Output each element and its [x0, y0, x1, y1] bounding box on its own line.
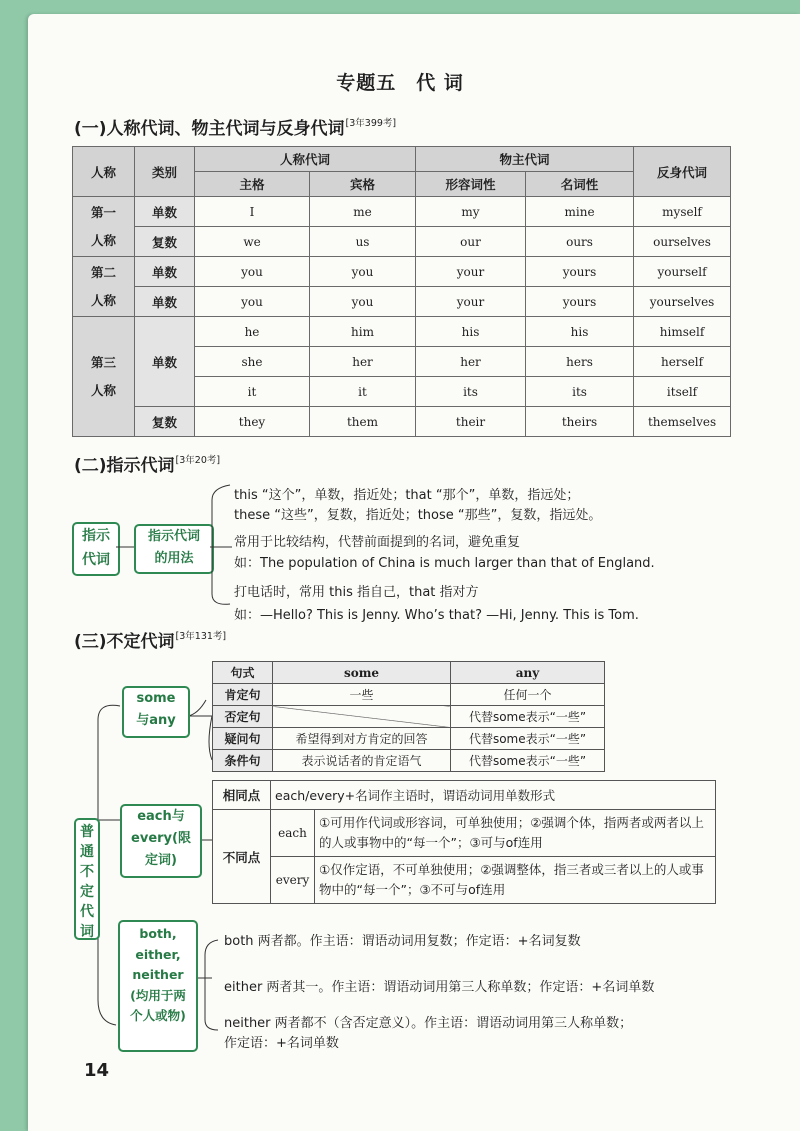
- table-row: [213, 857, 716, 904]
- table-row: 复数 we us our ours ourselves: [73, 227, 731, 257]
- header-reflexive: 反身代词: [634, 147, 731, 197]
- category-cell: 单数: [135, 317, 195, 407]
- section-heading-personal: (一)人称代词、物主代词与反身代词[3年399考]: [74, 118, 397, 139]
- table-row: 第三人称 单数 he him his his himself: [73, 317, 731, 347]
- demonstrative-line-5: 打电话时，常用 this 指自己，that 指对方: [234, 585, 479, 600]
- category-cell: 复数: [135, 227, 195, 257]
- table-row: [213, 810, 716, 857]
- table-row: 疑问句 希望得到对方肯定的回答 代替some表示“一些”: [213, 728, 605, 750]
- header-some: some: [273, 662, 451, 684]
- both-either-box: both, either, neither (均用于两个人或物): [118, 920, 198, 1052]
- demonstrative-line-3: 常用于比较结构，代替前面提到的名词，避免重复: [234, 535, 521, 550]
- table-row: 否定句 代替some表示“一些”: [213, 706, 605, 728]
- category-cell: 单数: [135, 287, 195, 317]
- some-any-box: some与any: [122, 686, 190, 738]
- header-person: 人称: [73, 147, 135, 197]
- section-heading-indefinite: (三)不定代词[3年131考]: [74, 631, 227, 652]
- same-label: 相同点: [213, 781, 271, 810]
- header-personal: 人称代词: [195, 147, 416, 172]
- category-cell: 复数: [135, 407, 195, 437]
- table-row: 复数 they them their theirs themselves: [73, 407, 731, 437]
- each-every-table: [212, 780, 716, 904]
- header-any: any: [451, 662, 605, 684]
- header-category: 类别: [135, 147, 195, 197]
- neither-line-2: 作定语：+名词单数: [224, 1036, 339, 1051]
- neither-line-1: neither 两者都不（含否定意义）。作主语：谓语动词用第三人称单数；: [224, 1016, 633, 1031]
- indefinite-branches: [98, 705, 120, 1025]
- person-second: 第二人称: [73, 257, 135, 317]
- table-row: 肯定句 一些 任何一个: [213, 684, 605, 706]
- table-row: she her her hers herself: [73, 347, 731, 377]
- every-text: ①仅作定语，不可单独使用；②强调整体，指三者或三者以上的人或事物中的“每一个”；③不可与of连用: [315, 857, 716, 904]
- person-first: 第一人称: [73, 197, 135, 257]
- some-any-table: [212, 661, 605, 772]
- demonstrative-root-box: 指示代词: [72, 522, 120, 576]
- each-text: ①可用作代词或形容词，可单独使用；②强调个体，指两者或两者以上的人或事物中的“每一个”；③可与of连用: [315, 810, 716, 857]
- same-text: each/every+名词作主语时，谓语动词用单数形式: [271, 781, 716, 810]
- table-row: 单数 you you your yours yourselves: [73, 287, 731, 317]
- page-title: 专题五 代 词: [336, 72, 464, 94]
- each-every-box: each与every(限定词): [120, 804, 202, 878]
- header-object: 宾格: [310, 172, 416, 197]
- demonstrative-brace: [212, 485, 230, 604]
- either-line: either 两者其一。作主语：谓语动词用第三人称单数；作定语：+名词单数: [224, 980, 655, 995]
- header-sentence-type: 句式: [213, 662, 273, 684]
- table-row: it it its its itself: [73, 377, 731, 407]
- demonstrative-line-1: this “这个”，单数，指近处；that “那个”，单数，指远处；: [234, 488, 580, 503]
- category-cell: 单数: [135, 197, 195, 227]
- demonstrative-line-2: these “这些”，复数，指近处；those “那些”，复数，指远处。: [234, 508, 602, 523]
- demonstrative-line-6: 如：—Hello? This is Jenny. Who’s that? —Hi, Jenny. This is Tom.: [234, 608, 639, 623]
- table-row: 条件句 表示说话者的肯定语气 代替some表示“一些”: [213, 750, 605, 772]
- diff-label: 不同点: [213, 810, 271, 904]
- category-cell: 单数: [135, 257, 195, 287]
- person-third: 第三人称: [73, 317, 135, 437]
- every-label: every: [271, 857, 315, 904]
- table-row: [213, 781, 716, 810]
- indefinite-root-box: 普通不定代词: [74, 818, 100, 940]
- header-noun: 名词性: [526, 172, 634, 197]
- table-row: 第一人称 单数 I me my mine myself: [73, 197, 731, 227]
- header-subject: 主格: [195, 172, 310, 197]
- both-line: both 两者都。作主语：谓语动词用复数；作定语：+名词复数: [224, 934, 581, 949]
- demonstrative-usage-box: 指示代词的用法: [134, 524, 214, 574]
- page-number: 14: [84, 1060, 110, 1081]
- header-possessive: 物主代词: [416, 147, 634, 172]
- each-label: each: [271, 810, 315, 857]
- table-row: 第二人称 单数 you you your yours yourself: [73, 257, 731, 287]
- both-either-brace: [195, 940, 218, 1030]
- header-adjective: 形容词性: [416, 172, 526, 197]
- demonstrative-line-4: 如：The population of China is much larger than that of England.: [234, 556, 655, 571]
- some-any-connector: [188, 700, 212, 760]
- section-heading-demonstrative: (二)指示代词[3年20考]: [74, 455, 221, 476]
